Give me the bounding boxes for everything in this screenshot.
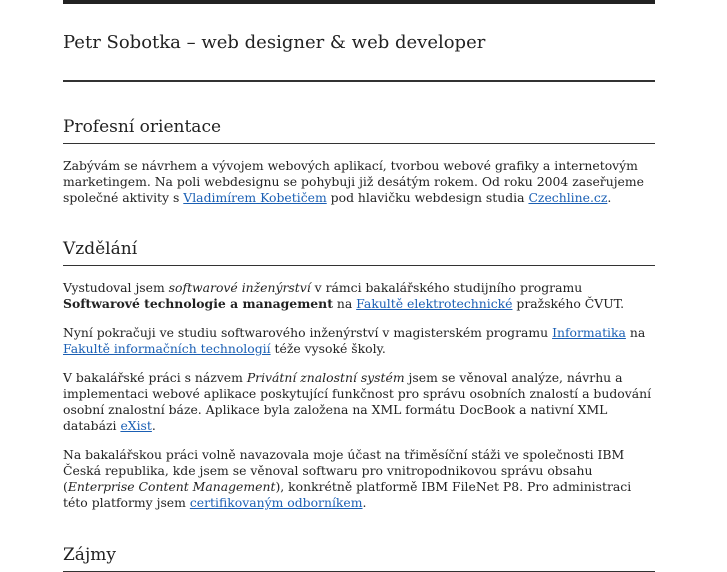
text-segment: jsem se věnoval analýze, návrhu a implementaci webové aplikace poskytující funkčnost pro správu osobních znalostí a budování osobní znalostní báze. Aplikace byla založena na XML formátu DocBook a nativní XML databázi bbox=[63, 370, 652, 433]
text-segment: na bbox=[625, 325, 646, 340]
text-segment: . bbox=[151, 418, 156, 433]
section-heading-profesni: Profesní orientace bbox=[63, 117, 655, 144]
link-certifikovany-odbornik[interactable]: certifikovaným odborníkem bbox=[189, 495, 363, 510]
strong-text: Softwarové technologie a management bbox=[63, 296, 333, 311]
text-segment: Na bakalářskou práci volně navazovala moje účast na třiměsíční stáži ve společnosti IBM Česká republika, kde jsem se věnoval softwaru pro vnitropodnikovou správu obsahu ( bbox=[63, 447, 625, 494]
text-segment: Vystudoval jsem bbox=[63, 280, 169, 295]
text-segment: V bakalářské práci s názvem bbox=[63, 370, 247, 385]
paragraph-vzdelani-2 bbox=[63, 325, 655, 357]
emphasis-text: Enterprise Content Management bbox=[67, 479, 276, 494]
link-fakulta-informacnich-technologii[interactable]: Fakultě informačních technologií bbox=[63, 341, 271, 356]
paragraph-vzdelani-4 bbox=[63, 447, 655, 511]
emphasis-text: Privátní znalostní systém bbox=[246, 370, 405, 385]
section-heading-vzdelani: Vzdělání bbox=[63, 239, 655, 266]
paragraph-vzdelani-1 bbox=[63, 280, 655, 312]
text-segment: . bbox=[607, 190, 612, 205]
text-segment: pod hlavičku webdesign studia bbox=[326, 190, 529, 205]
paragraph-profesni bbox=[63, 158, 655, 206]
text-segment: pražského ČVUT. bbox=[512, 296, 625, 311]
paragraph-vzdelani-3 bbox=[63, 370, 655, 434]
text-segment: na bbox=[332, 296, 357, 311]
link-czechline[interactable]: Czechline.cz bbox=[528, 190, 608, 205]
link-vladimir-kobetic[interactable]: Vladimírem Kobetičem bbox=[183, 190, 327, 205]
emphasis-text: softwarové inženýrství bbox=[168, 280, 311, 295]
site-title: Petr Sobotka – web designer & web developer bbox=[63, 32, 486, 53]
text-segment: . bbox=[362, 495, 367, 510]
text-segment: téže vysoké školy. bbox=[270, 341, 386, 356]
section-heading-zajmy: Zájmy bbox=[63, 545, 655, 572]
link-fakulta-elektrotechnicka[interactable]: Fakultě elektrotechnické bbox=[356, 296, 513, 311]
text-segment: ), konkrétně platformě IBM FileNet P8. Pro administraci této platformy jsem bbox=[63, 479, 632, 510]
text-segment: Zabývám se návrhem a vývojem webových aplikací, tvorbou webové grafiky a internetovým marketingem. Na poli webdesignu se pohybuji již desátým rokem. Od roku 2004 zaseřujeme společné aktivity s bbox=[63, 158, 644, 205]
link-informatika[interactable]: Informatika bbox=[552, 325, 626, 340]
text-segment: v rámci bakalářského studijního programu bbox=[310, 280, 583, 295]
link-exist[interactable]: eXist bbox=[120, 418, 152, 433]
text-segment: Nyní pokračuji ve studiu softwarového inženýrství v magisterském programu bbox=[63, 325, 553, 340]
title-divider bbox=[63, 80, 655, 82]
main-content bbox=[63, 0, 655, 572]
